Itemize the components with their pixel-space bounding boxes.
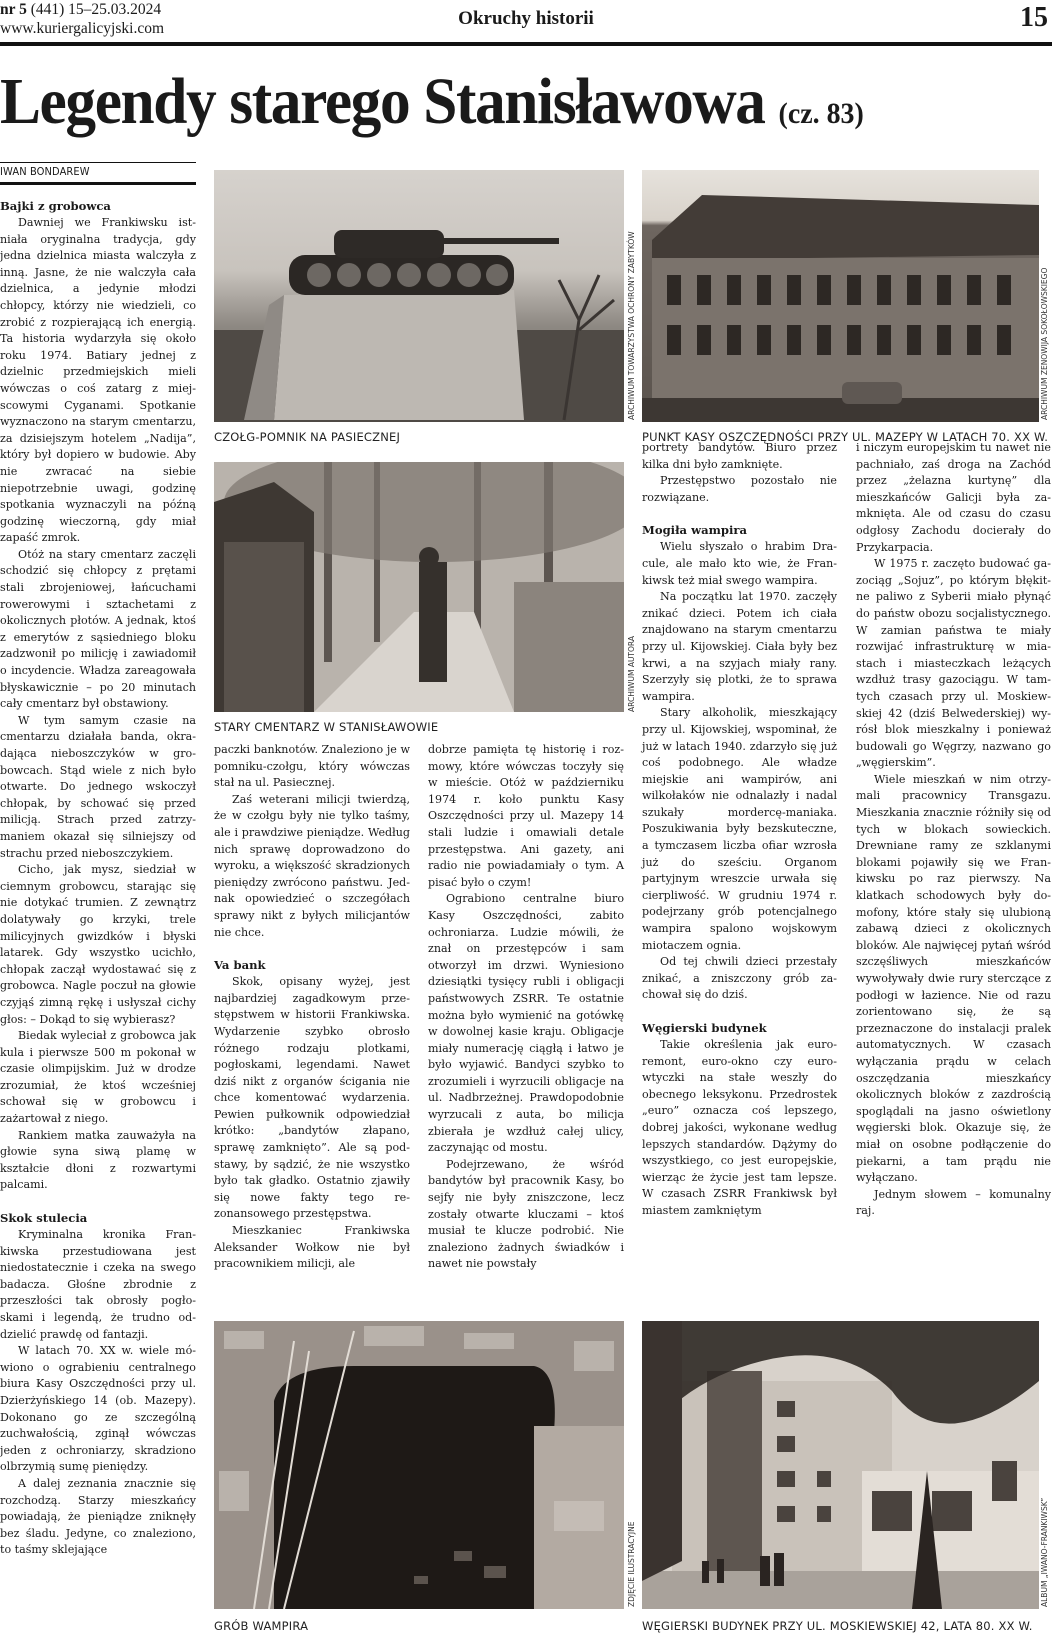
- paragraph: W 1975 r. zaczęto budować gazociąg „Sojuz”, po którym błękitne paliwo z Syberii miało płynąć do państw obozu socjalistycznego. W zamian państwa te miały rozwijać infrastrukturę w miastach i miasteczkach leżących wzdłuż trasy gazociągu. W tamtych czasach przy ul. Moskiewskiej 42 (dziś Belwederskiej) wyrósł blok mieszkalny i ponieważ budowali go Węgrzy, nazwano go „węgierskim”.: [856, 557, 1051, 770]
- article-part: (cz. 83): [778, 97, 864, 130]
- page-number: 15: [1020, 2, 1048, 33]
- photo-credit-cemetery: ARCHIWUM AUTORA: [627, 636, 636, 712]
- caption-cemetery: STARY CMENTARZ W STANISŁAWOWIE: [214, 720, 439, 734]
- subheading-va-bank: Va bank: [214, 958, 266, 973]
- paragraph: W tym samym czasie na cmentarzu działała banda, okradająca nieboszczyków w grobowcach. Stąd wiele z nich było otwarte. Do jednego wskoczył chłopak, by schować się przed milicją. Strach przed zatrzymaniem okazał się silniejszy od strachu przed nieboszczykiem.: [0, 713, 196, 860]
- caption-tank: CZOŁG-POMNIK NA PASIECZNEJ: [214, 430, 401, 444]
- paragraph: Podejrzewano, że wśród bandytów był pracownik Kasy, bo sejfy nie były zniszczone, lecz zostały otwarte kluczami – ktoś musiał te klucze podrobić. Nie znaleziono żadnych świadków i nawet nie powstały: [428, 1157, 624, 1271]
- paragraph: Na początku lat 1970. zaczęły znikać dzieci. Potem ich ciała znajdowano na starym cmentarzu przy ul. Kijowskiej. Ciała były bez krwi, a na szyjach miały rany. Szerzyły się plotki, że to sprawa wampira.: [642, 590, 837, 703]
- paragraph: Dawniej we Frankiwsku istniała oryginalna tradycja, gdy jedna dzielnica miasta walczyła z inną. Jasne, że nie walczyła cała dzielnica, a jedynie młodzi chłopcy, którzy nie wiedzieli, co zrobić z rozpierającą ich energią. Ta historia wydarzyła się około roku 1974. Batiary jednej z dzielnic przedmiejskich mieli wówczas o coś zatarg z miejscowymi Cyganami. Spotkanie wyznaczono na starym cmentarzu, za dzisiejszym hotelem „Nadija”, który był dopiero w budowie. Aby nie zwracać na siebie niepotrzebnie uwagi, godzinę spotkania wyznaczyli na późną godzinę wieczorną, gdy miał zapaść zmrok.: [0, 216, 196, 545]
- paragraph: Wielu słyszało o hrabim Dracule, ale mało kto wie, że Frankiwsk też miał swego wampira.: [642, 540, 837, 587]
- paragraph: portrety bandytów. Biuro przez kilka dni było zamknięte.: [642, 441, 837, 471]
- header-rule: [0, 42, 1052, 46]
- paragraph: Otóż na stary cmentarz zaczęli schodzić się chłopcy z prętami stali zbrojeniowej, łańcuchami rowerowymi i sztachetami z okolicznych płotów. A jednak, ktoś z emerytów z sąsiedniego bloku zadzwonił po milicję i zawiadomił o incydencie. Władza zareagowała błyskawicznie – po 20 minutach cały cmentarz był obstawiony.: [0, 547, 196, 711]
- article-column-2: [214, 742, 410, 1273]
- paragraph: Stary alkoholik, mieszkający przy ul. Kijowskiej, wspominał, że już w latach 1940. zdarzyło się już coś podobnego. Ale władze miejskie ani wampirów, ani wilkołaków nie odnalazły i nadal szukały mordercę-maniaka. Poszukiwania były bezskuteczne, a tymczasem liczba ofiar wzrosła już do sześciu. Organom partyjnym wreszcie urwała się cierpliwość. W grudniu 1974 r. podejrzany grób potencjalnego wampira spalono wojskowym miotaczem ognia.: [642, 706, 837, 952]
- photo-savings-bank: [642, 170, 1039, 422]
- tank-monument-image: [214, 170, 624, 422]
- paragraph: Przestępstwo pozostało nie rozwiązane.: [642, 474, 837, 504]
- photo-hungarian-building: [642, 1321, 1039, 1609]
- article-title-text: Legendy starego Stanisławowa: [0, 65, 765, 138]
- caption-grave: GRÓB WAMPIRA: [214, 1619, 309, 1633]
- photo-vampire-grave: [214, 1321, 624, 1609]
- paragraph: Od tej chwili dzieci przestały znikać, a zniszczony grób zachował się do dziś.: [642, 955, 837, 1002]
- section-title: Okruchy historii: [458, 8, 594, 29]
- caption-bank: PUNKT KASY OSZCZĘDNOŚCI PRZY UL. MAZEPY W LATACH 70. XX W.: [642, 430, 1049, 444]
- paragraph: Rankiem matka zauważyła na głowie syna siwą plamę w kształcie dłoni z rozwartymi palcami.: [0, 1128, 196, 1192]
- paragraph: Biedak wyleciał z grobowca jak kula i pierwsze 500 m pokonał w czasie olimpijskim. Już w drodze zrozumiał, że ktoś wcześniej schował się w grobowcu i zażartował z niego.: [0, 1029, 196, 1126]
- paragraph: Zaś weterani milicji twierdzą, że w czołgu były nie tylko taśmy, ale i prawdziwe pieniądze. Według nich sprawę doprowadzono do wyroku, a większość skradzionych pieniędzy zwrócono państwu. Jednak opowiedzieć o szczegółach sprawy nikt z byłych milicjantów nie chce.: [214, 792, 410, 939]
- article-column-4: [642, 440, 837, 1220]
- subheading-wegierski-budynek: Węgierski budynek: [642, 1021, 767, 1035]
- paragraph: Kryminalna kronika Frankiwska przestudiowana jest niedostatecznie i czeka na swego badacza. Głośne zbrodnie z przeszłości tak obrosły pogłoskami i legendą, że trudno oddzielić prawdę od fantazji.: [0, 1228, 196, 1341]
- grave-image: [214, 1321, 624, 1609]
- subheading-bajki: Bajki z grobowca: [0, 199, 111, 213]
- issue-date: (441) 15–25.03.2024: [30, 1, 162, 18]
- subheading-skok-stulecia: Skok stulecia: [0, 1211, 88, 1226]
- paragraph: Ograbiono centralne biuro Kasy Oszczędności, zabito ochroniarza. Ludzie mówili, że znał on przestępców i sam otworzył im drzwi. Wyniesiono dziesiątki tysięcy rubli i obligacji państwowych ZSRR. Te ostatnie można było wymienić na gotówkę w dowolnej kasie kraju. Obligacje miały numerację ciągłą i łatwo je było wyjawić. Bandyci szybko to zrozumieli i wyrzucili obligacje na ul. Nadbrzeżnej. Prawdopodobnie wyrzucali z auta, bo milicja zbierała je wzdłuż całej ulicy, zaczynając od mostu.: [428, 892, 624, 1155]
- bank-building-image: [642, 170, 1039, 422]
- issue-number: nr 5: [0, 1, 27, 18]
- photo-old-cemetery: [214, 462, 624, 712]
- photo-credit-building: ALBUM „IWANO-FRANKIWSK”: [1040, 1497, 1049, 1607]
- paragraph: Skok, opisany wyżej, jest najbardziej zagadkowym przestępstwem w historii Frankiwska. Wydarzenie szybko obrosło różnego rodzaju plotkami, pogłoskami, legendami. Nawet dziś nikt z organów ścigania nie chce komentować wydarzenia. Pewien pułkownik odpowiedział krótko: „bandytów złapano, sprawę zamknięto”. Ale są podstawy, by sądzić, że nie wszystko było tak gładko. Ostatnio zjawiły się nowe fakty tego rezonansowego przestępstwa.: [214, 975, 410, 1221]
- subheading-mogila-wampira: Mogiła wampira: [642, 523, 747, 538]
- paragraph: paczki banknotów. Znaleziono je w pomniku-czołgu, który wówczas stał na ul. Pasiecznej.: [214, 743, 410, 790]
- paragraph: A dalej zeznania znacznie się rozchodzą. Starzy mieszkańcy powiadają, że pieniądze zniknęły bez śladu. Jedyne, co znaleziono, to taśmy sklejające: [0, 1476, 196, 1557]
- website-link[interactable]: www.kuriergalicyjski.com: [0, 20, 165, 37]
- photo-tank-monument: [214, 170, 624, 422]
- paragraph: Mieszkaniec Frankiwska Aleksander Wołkow nie był pracownikiem milicji, ale: [214, 1224, 410, 1271]
- article-column-5: [856, 440, 1051, 1220]
- paragraph: dobrze pamięta tę historię i rozmowy, które wówczas toczyły się w mieście. Otóż w październiku 1974 r. koło punktu Kasy Oszczędności przy ul. Mazepy 14 stali ludzie i omawiali detale przestępstwa. Ani gazety, ani radio nie powiadamiały o tym. A pisać było o czym!: [428, 743, 624, 889]
- byline-rule-top: [0, 162, 196, 163]
- article-column-1: [0, 198, 196, 1559]
- paragraph: Jednym słowem – komunalny raj.: [856, 1187, 1051, 1218]
- article-column-3: [428, 742, 624, 1273]
- paragraph: i niczym europejskim tu nawet nie pachniało, zaś droga na Zachód przez „żelazna kurtynę” dla mieszkańców Galicji była zamknięta. Ale od czasu do czasu odgłosy Zachodu docierały do Przykarpacia.: [856, 441, 1051, 554]
- byline-rule: [0, 182, 196, 185]
- cemetery-image: [214, 462, 624, 712]
- author-byline: IWAN BONDAREW: [0, 165, 90, 178]
- photo-credit-grave: ZDJĘCIE ILUSTRACYJNE: [627, 1521, 636, 1607]
- paragraph: W latach 70. XX w. wiele mówiono o ograbieniu centralnego biura Kasy Oszczędności przy ul. Dzierżyńskiego 14 (ob. Mazepy). Dokonano go ze szczególną zuchwałością, zginął wówczas jeden z ochroniarzy, skradziono olbrzymią sumę pieniędzy.: [0, 1344, 196, 1474]
- photo-credit-tank: ARCHIWUM TOWARZYSTWA OCHRONY ZABYTKÓW: [627, 231, 636, 420]
- hungarian-building-image: [642, 1321, 1039, 1609]
- article-title: [0, 62, 864, 154]
- caption-building: WĘGIERSKI BUDYNEK PRZY UL. MOSKIEWSKIEJ 42, LATA 80. XX W.: [642, 1619, 1033, 1633]
- paragraph: Takie określenia jak euro-remont, euro-okno czy euro-wtyczki na stałe weszły do obecnego leksykonu. Przedrostek „euro” oznacza coś lepszego, dobrej jakości, wykonane według lepszych standardów. Dążymy do wszystkiego, co jest europejskie, wierząc że życie jest tam lepsze. W czasach ZSRR Frankiwsk był miastem zamkniętym: [642, 1038, 837, 1217]
- photo-credit-bank: ARCHIWUM ZENOWIJA SOKOŁOWSKIEGO: [1040, 267, 1049, 420]
- paragraph: Wiele mieszkań w nim otrzymali pracownicy Transgazu. Mieszkania znacznie różniły się od tych w blokach sowieckich. Drewniane ramy ze szklanymi blokami pojawiły się we Frankiwsku po raz pierwszy. Na klatkach schodowych były domofony, które stały się ulubioną zabawą dzieci z okolicznych bloków. Ale najwięcej pytań wśród szczęśliwych mieszkańców wywoływały dwie rury sterczące z podłogi w łazience. Nie od razu zorientowano się, że są przeznaczone do instalacji pralek automatycznych. W czasach wyłączania prądu w celach oszczędzania mieszkańcy okolicznych bloków z zazdrością spoglądali na jasno oświetlony węgierski blok. Okazuje się, że miał on osobne podłączenie do piekarni, a tam prądu nie wyłączano.: [856, 772, 1051, 1185]
- paragraph: Cicho, jak mysz, siedział w ciemnym grobowcu, starając się nie dotykać trumien. Z zewnątrz dolatywały go krzyki, trele milicyjnych gwizdków i błyski latarek. Gdy wszystko ucichło, chłopak zaczął wydostawać się z grobowca. Nagle poczuł na głowie czyjąś zimną rękę i usłyszał cichy głos: – Dokąd to się wybierasz?: [0, 863, 196, 1026]
